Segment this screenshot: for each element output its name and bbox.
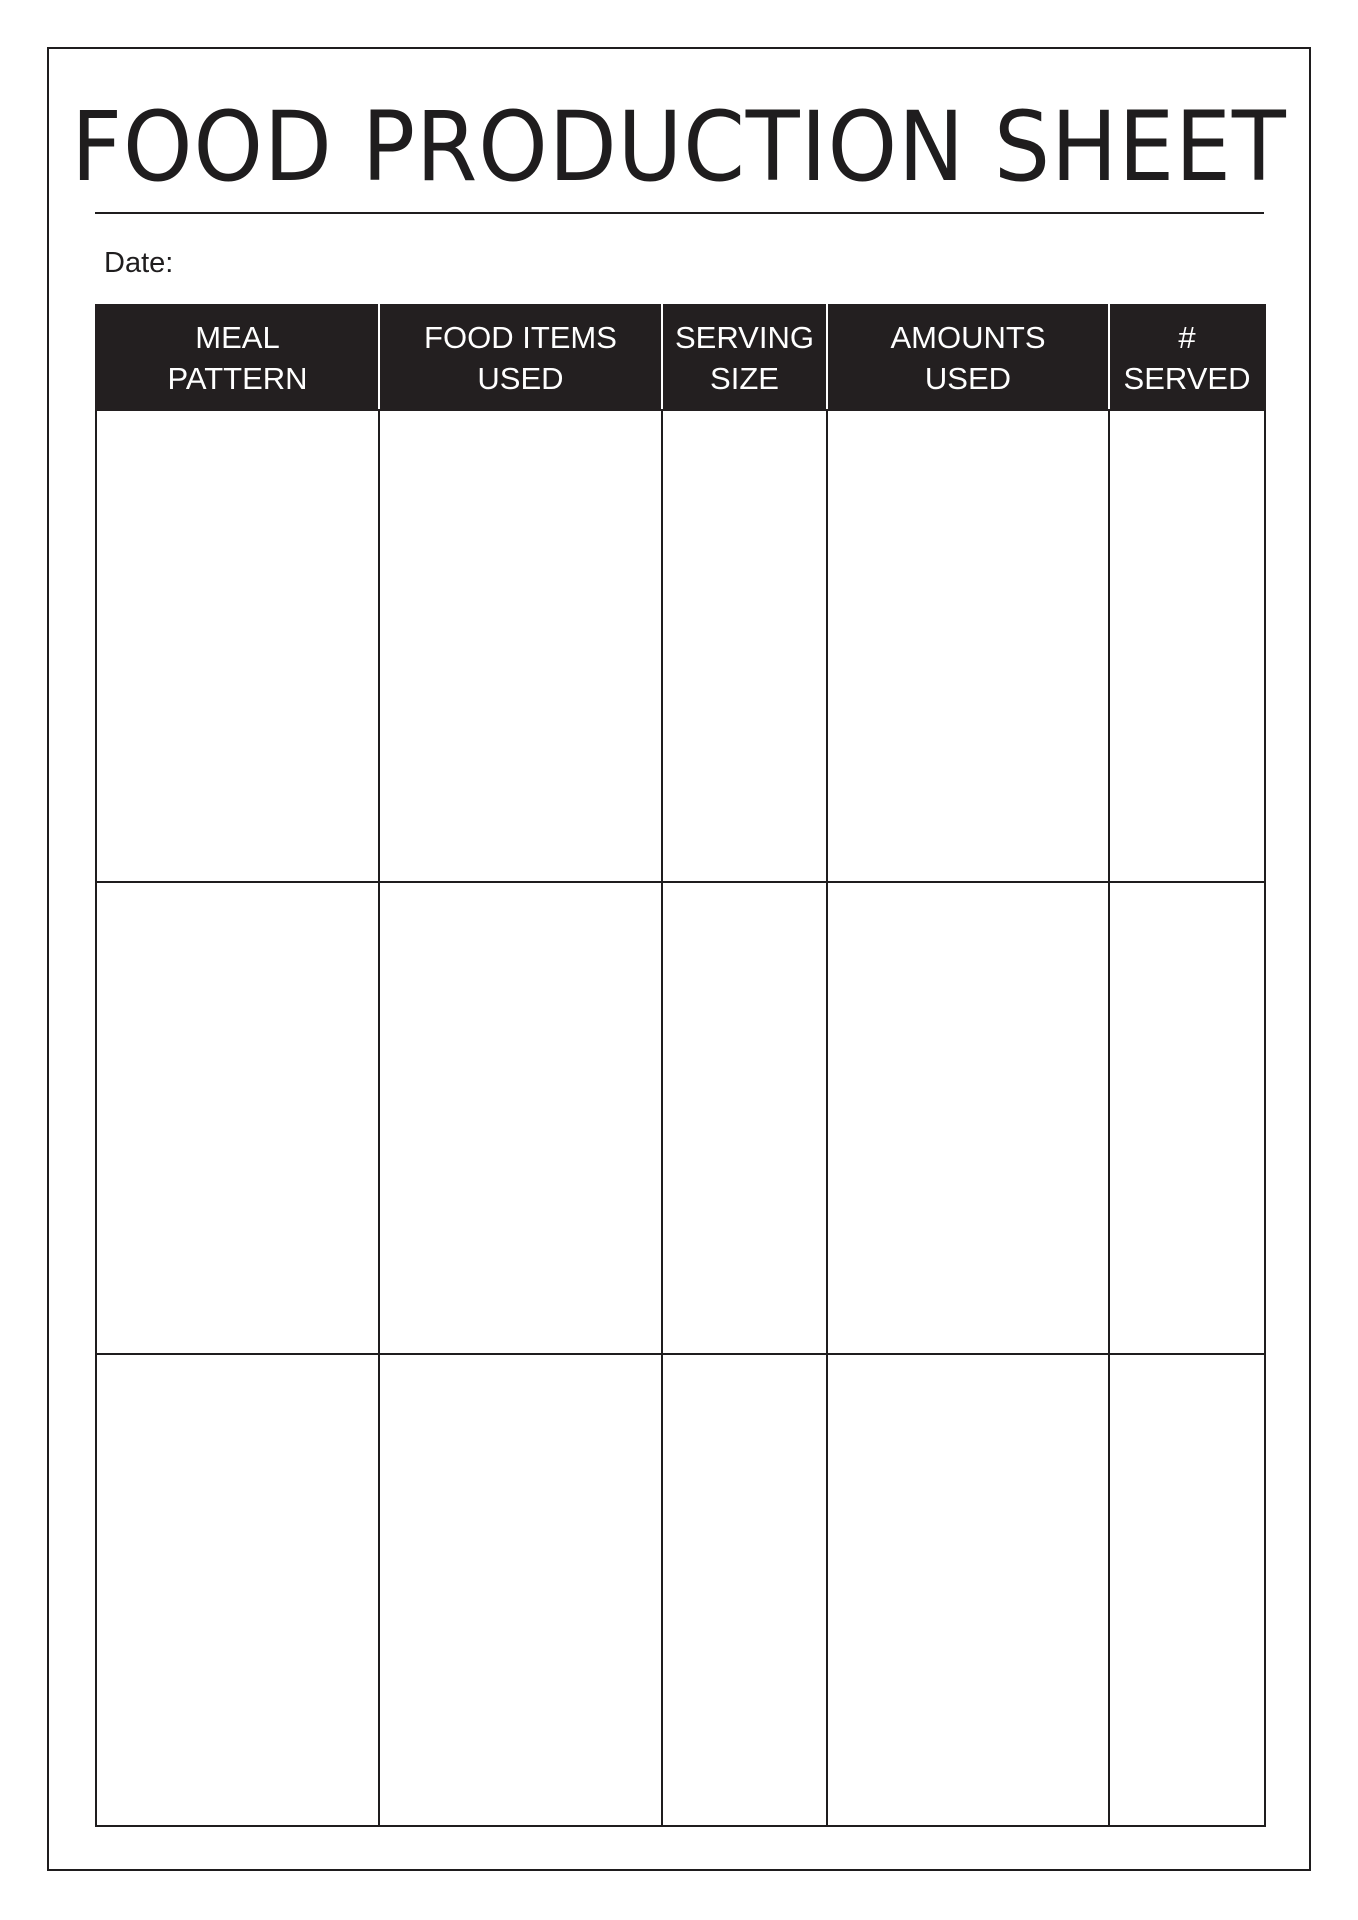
- cell-food-items-used[interactable]: [379, 410, 662, 882]
- page-title: FOOD PRODUCTION SHEET: [71, 91, 1287, 203]
- table-header-row: [96, 305, 1265, 410]
- cell-amounts-used[interactable]: [827, 882, 1109, 1354]
- cell-serving-size[interactable]: [662, 410, 827, 882]
- cell-serving-size[interactable]: [662, 1354, 827, 1826]
- cell-amounts-used[interactable]: [827, 1354, 1109, 1826]
- date-label: Date:: [104, 247, 174, 279]
- title-divider: [95, 212, 1264, 214]
- cell-number-served[interactable]: [1109, 882, 1265, 1354]
- header-serving-size: SERVING SIZE: [662, 305, 827, 410]
- cell-amounts-used[interactable]: [827, 410, 1109, 882]
- header-number-served: # SERVED: [1109, 305, 1265, 410]
- table-row: [96, 882, 1265, 1354]
- cell-meal-pattern[interactable]: [96, 1354, 379, 1826]
- header-meal-pattern: MEAL PATTERN: [96, 305, 379, 410]
- table-row: [96, 410, 1265, 882]
- cell-serving-size[interactable]: [662, 882, 827, 1354]
- cell-food-items-used[interactable]: [379, 882, 662, 1354]
- cell-number-served[interactable]: [1109, 1354, 1265, 1826]
- header-food-items-used: FOOD ITEMS USED: [379, 305, 662, 410]
- cell-meal-pattern[interactable]: [96, 882, 379, 1354]
- cell-food-items-used[interactable]: [379, 1354, 662, 1826]
- food-production-table: [95, 304, 1266, 1827]
- cell-meal-pattern[interactable]: [96, 410, 379, 882]
- header-amounts-used: AMOUNTS USED: [827, 305, 1109, 410]
- cell-number-served[interactable]: [1109, 410, 1265, 882]
- table-row: [96, 1354, 1265, 1826]
